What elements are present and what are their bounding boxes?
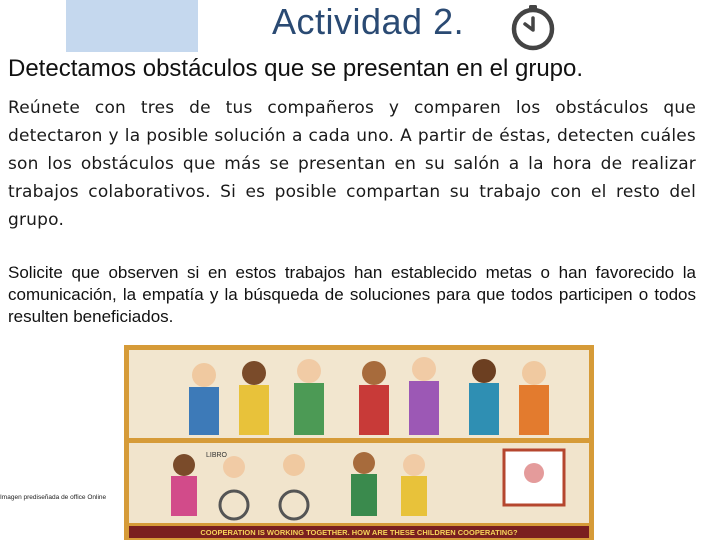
header-accent-block	[66, 0, 198, 52]
page-title: Actividad 2.	[272, 1, 465, 42]
children-cooperating-illustration	[124, 345, 594, 540]
book-label: LIBRO	[206, 452, 228, 459]
image-credit: Imagen prediseñada de office Online	[0, 494, 107, 501]
top-panel-children	[189, 357, 549, 435]
clock-icon	[507, 2, 559, 54]
instructions-paragraph: Reúnete con tres de tus compañeros y comparen los obstáculos que detectaron y la posible solución a cada uno. A partir de éstas, detecten cuáles son los obstáculos que más se presentan en su salón a la hora de realizar trabajos colaborativos. Si es posible compartan su trabajo con el resto del grupo.	[8, 98, 696, 230]
teacher-note-paragraph: Solicite que observen si en estos trabajos han establecido metas o han favorecido la comunicación, la empatía y la búsqueda de soluciones para que todos participen o todos resulten beneficiados.	[8, 263, 696, 326]
subtitle: Detectamos obstáculos que se presentan en el grupo.	[8, 55, 584, 82]
illustration-caption: COOPERATION IS WORKING TOGETHER. HOW ARE THESE CHILDREN COOPERATING?	[200, 528, 518, 537]
